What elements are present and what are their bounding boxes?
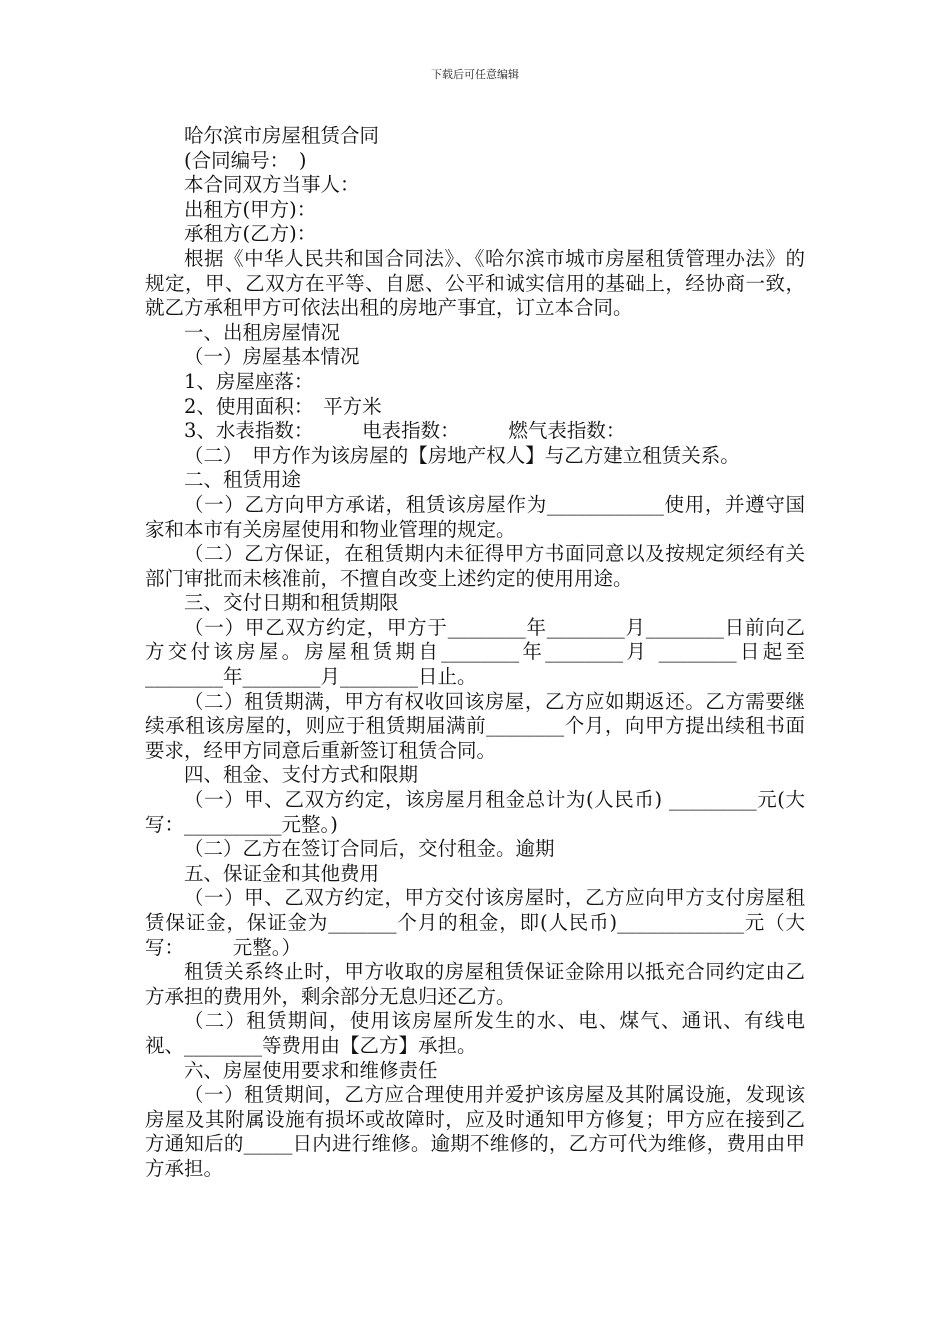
clause-paragraph: （一）甲、乙双方约定，该房屋月租金总计为(人民币) _________元(大写：__________元整。)	[145, 788, 805, 836]
clause-paragraph: （二）乙方在签订合同后，交付租金。逾期	[184, 837, 555, 861]
document-title: 哈尔滨市房屋租赁合同	[184, 124, 380, 147]
clause-line: 2、使用面积： 平方米	[184, 394, 382, 418]
lessee-line: 承租方(乙方)：	[184, 222, 317, 246]
parties-heading: 本合同双方当事人：	[184, 173, 360, 197]
clause-paragraph: （二） 甲方作为该房屋的【房地产权人】与乙方建立租赁关系。	[184, 443, 740, 467]
clause-paragraph: （二）乙方保证，在租赁期内未征得甲方书面同意以及按规定须经有关部门审批而未核准前，不擅自改变上述约定的使用用途。	[145, 542, 805, 590]
clause-paragraph: （二）租赁期满，甲方有权收回该房屋，乙方应如期返还。乙方需要继续承租该房屋的，则应于租赁期届满前________个月，向甲方提出续租书面要求，经甲方同意后重新签订租赁合同。	[145, 689, 805, 762]
preamble-paragraph: 根据《中华人民共和国合同法》、《哈尔滨市城市房屋租赁管理办法》的规定，甲、乙双方在平等、自愿、公平和诚实信用的基础上，经协商一致，就乙方承租甲方可依法出租的房地产事宜，订立本合同。	[145, 246, 805, 320]
page-header: 下载后可任意编辑	[431, 68, 519, 81]
clause-paragraph: （一）租赁期间，乙方应合理使用并爱护该房屋及其附属设施，发现该房屋及其附属设施有损坏或故障时，应及时通知甲方修复；甲方应在接到乙方通知后的_____日内进行维修。逾期不维修的，乙方可代为维修，费用由甲方承担。	[145, 1083, 805, 1180]
contract-number: (合同编号： )	[184, 148, 307, 172]
clause-paragraph: （二）租赁期间，使用该房屋所发生的水、电、煤气、通讯、有线电视、________等费用由【乙方】承担。	[145, 1009, 805, 1057]
section-heading: 一、出租房屋情况	[184, 320, 341, 344]
lessor-line: 出租方(甲方)：	[184, 197, 317, 221]
section-heading: 二、租赁用途	[184, 468, 302, 492]
clause-paragraph: （一）乙方向甲方承诺，租赁该房屋作为____________使用，并遵守国家和本市有关房屋使用和物业管理的规定。	[145, 492, 805, 541]
contract-body	[145, 124, 805, 1182]
clause-paragraph: 租赁关系终止时，甲方收取的房屋租赁保证金除用以抵充合同约定由乙方承担的费用外，剩余部分无息归还乙方。	[145, 960, 805, 1008]
clause-line: 3、水表指数： 电表指数： 燃气表指数：	[184, 419, 626, 443]
section-heading: 四、租金、支付方式和限期	[184, 763, 419, 787]
section-heading: 六、房屋使用要求和维修责任	[184, 1058, 438, 1082]
clause-paragraph: （一）甲、乙双方约定，甲方交付该房屋时，乙方应向甲方支付房屋租赁保证金，保证金为_______个月的租金，即(人民币)_____________元（大写： 元整。）	[145, 886, 805, 959]
section-heading: 五、保证金和其他费用	[184, 861, 380, 885]
section-heading: 三、交付日期和租赁期限	[184, 591, 399, 615]
subsection-heading: （一）房屋基本情况	[184, 345, 360, 369]
clause-paragraph: （一）甲乙双方约定，甲方于________年________月________日前向乙方交付该房屋。房屋租赁期自________年________月 ________日起至________年________月________日止。	[145, 615, 805, 689]
clause-line: 1、房屋座落：	[184, 369, 314, 393]
